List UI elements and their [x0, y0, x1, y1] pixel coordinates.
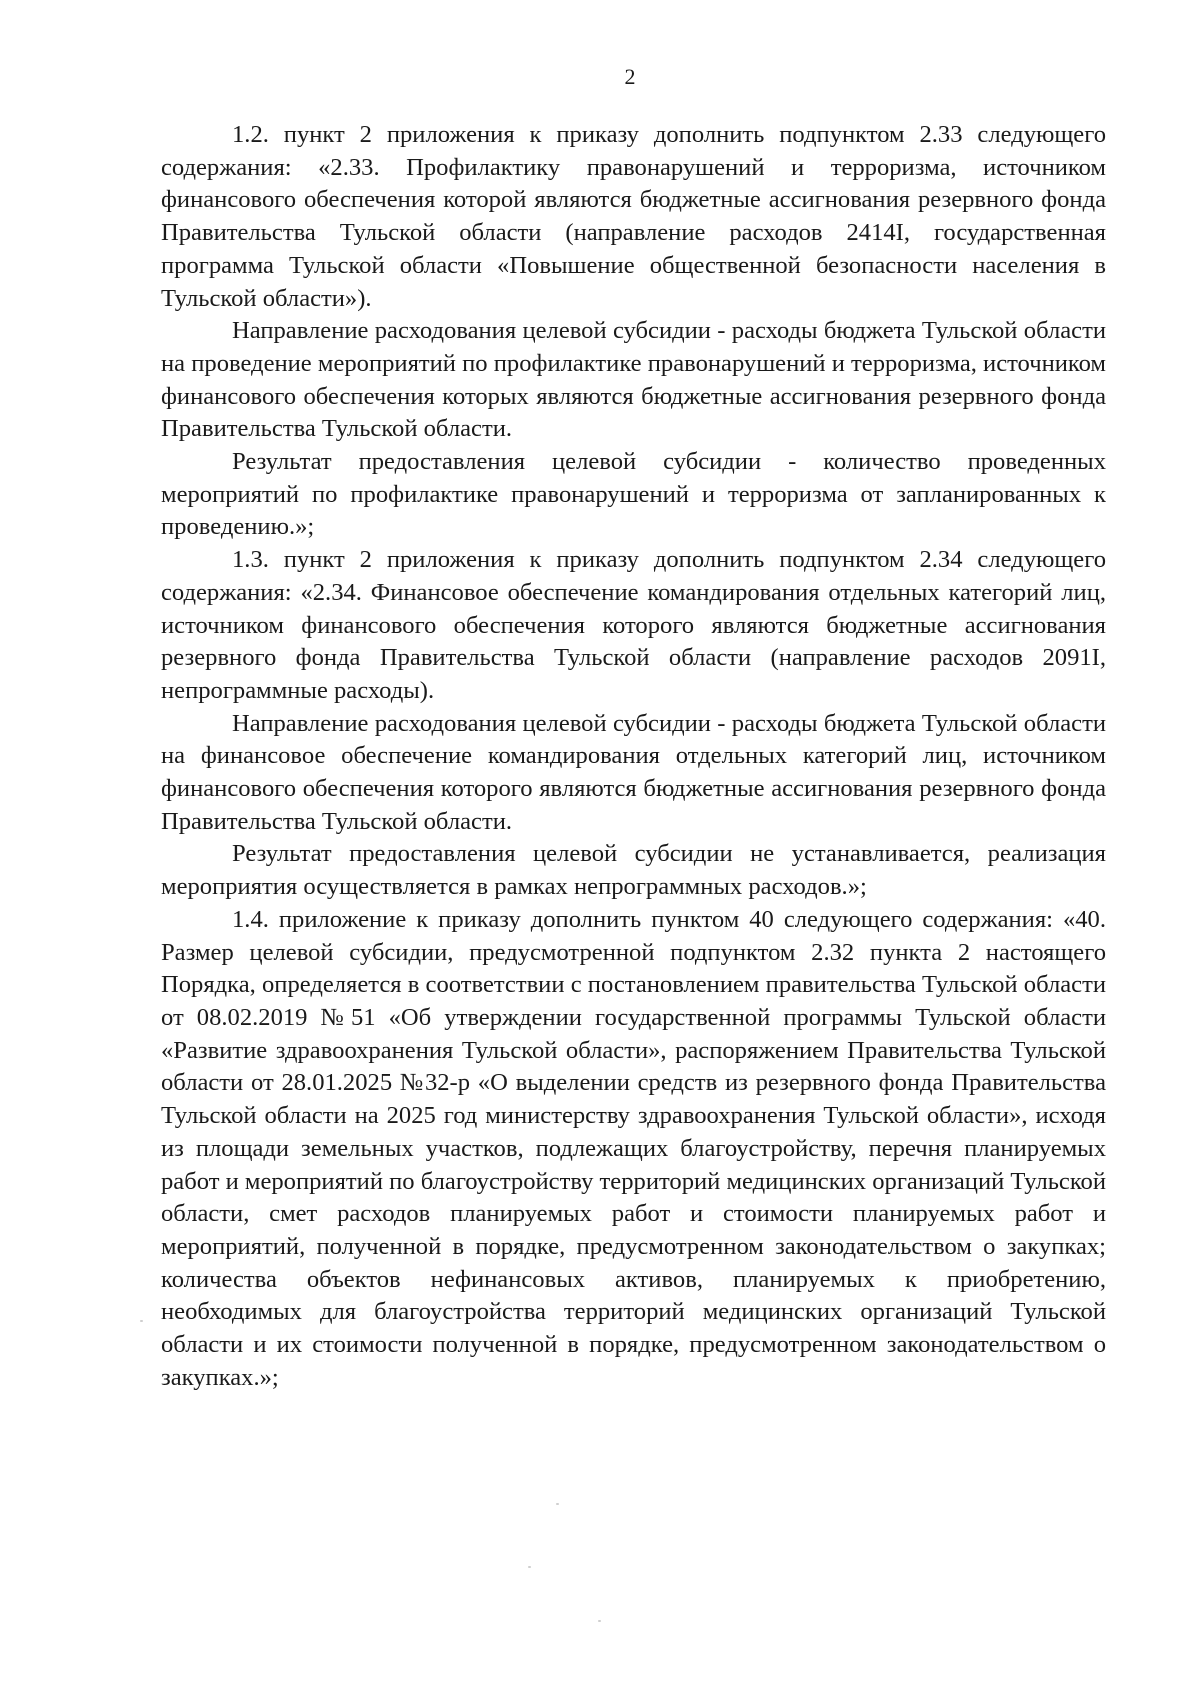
paragraph-direction-2-34: Направление расходования целевой субсидии - расходы бюджета Тульской области на финансовое обеспечение командирования отдельных категорий лиц, источником финансового обеспечения которого являются бюджетные ассигнования резервного фонда Правительства Тульской области. — [161, 709, 1106, 835]
paragraph-direction-2-33: Направление расходования целевой субсидии - расходы бюджета Тульской области на проведение мероприятий по профилактике правонарушений и терроризма, источником финансового обеспечения которых являются бюджетные ассигнования резервного фонда Правительства Тульской области. — [161, 317, 1106, 443]
paragraph-1-4: 1.4. приложение к приказу дополнить пунктом 40 следующего содержания: «40. Размер целевой субсидии, предусмотренной подпунктом 2.32 пункта 2 настоящего Порядка, определяется в соответствии с постановлением правительства Тульской области от 08.02.2019 №51 «Об утверждении государственной программы Тульской области «Развитие здравоохранения Тульской области», распоряжением Правительства Тульской области от 28.01.2025 №32-р «О выделении средств из резервного фонда Правительства Тульской области на 2025 год министерству здравоохранения Тульской области», исходя из площади земельных участков, подлежащих благоустройству, перечня планируемых работ и мероприятий по благоустройству территорий медицинских организаций Тульской области, смет расходов планируемых работ и стоимости планируемых работ и мероприятий, полученной в порядке, предусмотренном законодательством о закупках; количества объектов нефинансовых активов, планируемых к приобретению, необходимых для благоустройства территорий медицинских организаций Тульской области и их стоимости полученной в порядке, предусмотренном законодательством о закупках.»; — [161, 905, 1107, 1391]
paragraph-1-2: 1.2. пункт 2 приложения к приказу дополнить подпунктом 2.33 следующего содержания: «2.33. Профилактику правонарушений и терроризма, источником финансового обеспечения которой являются бюджетные ассигнования резервного фонда Правительства Тульской области (направление расходов 2414I, государственная программа Тульской области «Повышение общественной безопасности населения в Тульской области»). — [161, 121, 1106, 312]
scan-speck — [528, 1566, 531, 1568]
paragraph-1-3: 1.3. пункт 2 приложения к приказу дополнить подпунктом 2.34 следующего содержания: «2.34. Финансовое обеспечение командирования отдельных категорий лиц, источником финансового обеспечения которого являются бюджетные ассигнования резервного фонда Правительства Тульской области (направление расходов 2091I, непрограммные расходы). — [161, 546, 1106, 704]
scan-speck — [140, 1320, 143, 1322]
document-body — [161, 119, 1106, 1394]
paragraph-result-2-33: Результат предоставления целевой субсидии - количество проведенных мероприятий по профилактике правонарушений и терроризма от запланированных к проведению.»; — [161, 448, 1106, 541]
scan-speck — [598, 1620, 601, 1622]
page-number: 2 — [624, 64, 636, 89]
scan-speck — [556, 1503, 559, 1505]
paragraph-result-2-34: Результат предоставления целевой субсидии не устанавливается, реализация мероприятия осуществляется в рамках непрограммных расходов.»; — [161, 840, 1106, 901]
